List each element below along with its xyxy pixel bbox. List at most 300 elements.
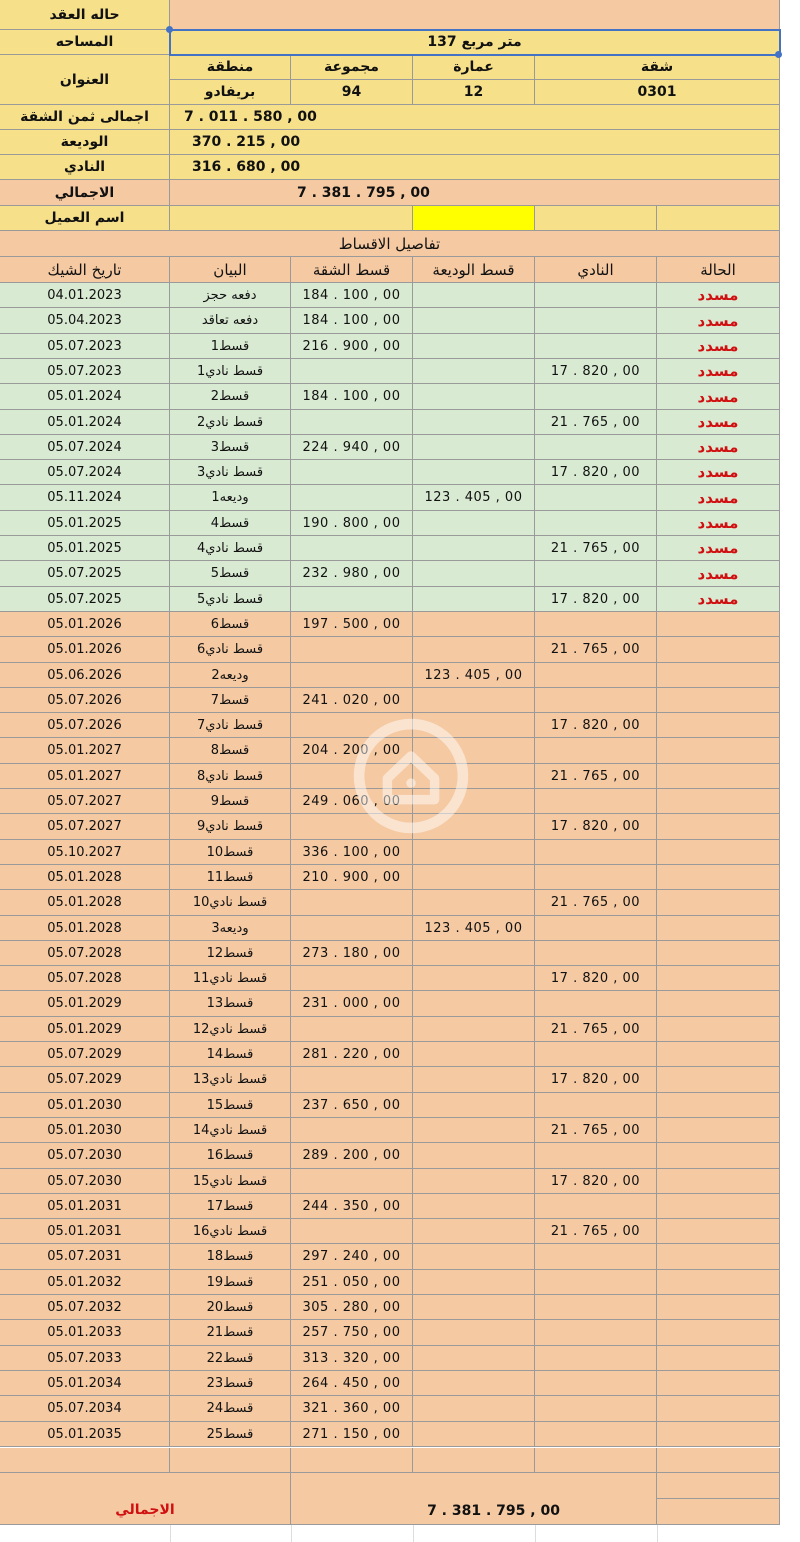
cell-club-installment[interactable] [535,1118,657,1143]
address-val-apartment[interactable]: 0301 [535,80,780,105]
cell-date[interactable] [0,511,170,536]
cell-description[interactable] [170,511,291,536]
cell-deposit-installment[interactable] [413,941,535,966]
cell-date[interactable] [0,1244,170,1270]
cell-club-installment[interactable] [535,1194,657,1219]
footer-total-label[interactable]: الاجمالي [0,1473,291,1525]
cell-club-installment[interactable] [535,1295,657,1320]
cell-description[interactable] [170,1295,291,1320]
cell-description[interactable] [170,840,291,865]
cell-description[interactable] [170,283,291,308]
address-col-apartment[interactable]: شقة [535,55,780,80]
club-label[interactable]: النادي [0,155,170,180]
cell-description[interactable] [170,1118,291,1143]
cell-deposit-installment[interactable] [413,308,535,334]
cell-description[interactable] [170,865,291,890]
cell-club-installment[interactable] [535,1143,657,1169]
address-val-group[interactable]: 94 [291,80,413,105]
cell-description[interactable] [170,1067,291,1093]
cell-club-installment[interactable] [535,283,657,308]
cell-date[interactable] [0,713,170,738]
cell-apartment-installment[interactable] [291,1295,413,1320]
cell-club-installment[interactable] [535,1169,657,1194]
cell-apartment-installment[interactable] [291,991,413,1017]
cell-deposit-installment[interactable] [413,384,535,410]
cell-date[interactable] [0,460,170,485]
cell-date[interactable] [0,941,170,966]
cell-date[interactable] [0,840,170,865]
cell-status[interactable] [657,511,780,536]
cell-status[interactable] [657,410,780,435]
cell-apartment-installment[interactable] [291,308,413,334]
cell-deposit-installment[interactable] [413,283,535,308]
cell-description[interactable] [170,435,291,460]
empty-row-cell[interactable] [535,1448,657,1473]
cell-apartment-installment[interactable] [291,410,413,435]
cell-deposit-installment[interactable] [413,1346,535,1371]
cell-date[interactable] [0,688,170,713]
cell-apartment-installment[interactable] [291,1017,413,1042]
cell-apartment-installment[interactable] [291,1169,413,1194]
cell-club-installment[interactable] [535,1270,657,1295]
cell-apartment-installment[interactable] [291,511,413,536]
cell-description[interactable] [170,587,291,612]
cell-apartment-installment[interactable] [291,1396,413,1422]
cell-description[interactable] [170,334,291,359]
cell-club-installment[interactable] [535,916,657,941]
cell-apartment-installment[interactable] [291,663,413,688]
cell-deposit-installment[interactable] [413,890,535,916]
apartment-total-label[interactable]: اجمالى ثمن الشقة [0,105,170,130]
cell-date[interactable] [0,1346,170,1371]
cell-apartment-installment[interactable] [291,1042,413,1067]
cell-date[interactable] [0,1396,170,1422]
cell-date[interactable] [0,1169,170,1194]
cell-deposit-installment[interactable] [413,865,535,890]
cell-status[interactable] [657,1371,780,1396]
cell-description[interactable] [170,916,291,941]
cell-club-installment[interactable] [535,637,657,663]
client-name-cell-1[interactable] [170,206,413,231]
cell-club-installment[interactable] [535,410,657,435]
footer-cell[interactable] [657,1473,780,1499]
selection-handle-top-left[interactable] [166,26,173,33]
cell-club-installment[interactable] [535,1219,657,1244]
cell-description[interactable] [170,1422,291,1447]
cell-club-installment[interactable] [535,536,657,561]
cell-date[interactable] [0,1017,170,1042]
cell-deposit-installment[interactable] [413,561,535,587]
cell-date[interactable] [0,536,170,561]
cell-apartment-installment[interactable] [291,435,413,460]
cell-description[interactable] [170,688,291,713]
cell-description[interactable] [170,308,291,334]
cell-date[interactable] [0,1422,170,1447]
cell-apartment-installment[interactable] [291,536,413,561]
cell-apartment-installment[interactable] [291,1118,413,1143]
cell-description[interactable] [170,663,291,688]
footer-total-value[interactable]: 7 . 381 . 795 , 00 [291,1473,657,1525]
cell-description[interactable] [170,612,291,637]
cell-status[interactable] [657,764,780,789]
cell-club-installment[interactable] [535,663,657,688]
address-val-building[interactable]: 12 [413,80,535,105]
cell-deposit-installment[interactable] [413,840,535,865]
cell-date[interactable] [0,991,170,1017]
cell-apartment-installment[interactable] [291,1422,413,1447]
cell-club-installment[interactable] [535,1371,657,1396]
col-header-club[interactable]: النادي [535,257,657,283]
cell-status[interactable] [657,1017,780,1042]
cell-club-installment[interactable] [535,612,657,637]
cell-apartment-installment[interactable] [291,1371,413,1396]
cell-deposit-installment[interactable] [413,460,535,485]
cell-status[interactable] [657,359,780,384]
cell-club-installment[interactable] [535,511,657,536]
col-header-deposit-installment[interactable]: قسط الوديعة [413,257,535,283]
cell-deposit-installment[interactable] [413,1042,535,1067]
empty-row-cell[interactable] [657,1448,780,1473]
cell-date[interactable] [0,612,170,637]
cell-date[interactable] [0,485,170,511]
cell-club-installment[interactable] [535,1396,657,1422]
cell-club-installment[interactable] [535,865,657,890]
cell-apartment-installment[interactable] [291,916,413,941]
cell-status[interactable] [657,713,780,738]
cell-status[interactable] [657,536,780,561]
cell-status[interactable] [657,1093,780,1118]
address-col-building[interactable]: عمارة [413,55,535,80]
cell-apartment-installment[interactable] [291,1067,413,1093]
cell-description[interactable] [170,1270,291,1295]
footer-cell[interactable] [657,1499,780,1525]
cell-apartment-installment[interactable] [291,688,413,713]
cell-description[interactable] [170,991,291,1017]
cell-club-installment[interactable] [535,941,657,966]
cell-club-installment[interactable] [535,789,657,814]
cell-date[interactable] [0,1194,170,1219]
cell-club-installment[interactable] [535,840,657,865]
address-val-region[interactable]: بريفادو [170,80,291,105]
cell-description[interactable] [170,384,291,410]
apartment-total-value[interactable]: 7 . 011 . 580 , 00 [170,105,780,130]
cell-deposit-installment[interactable] [413,1194,535,1219]
cell-date[interactable] [0,1143,170,1169]
cell-apartment-installment[interactable] [291,485,413,511]
cell-description[interactable] [170,410,291,435]
cell-status[interactable] [657,1396,780,1422]
address-col-group[interactable]: مجموعة [291,55,413,80]
installments-title[interactable]: تفاصيل الاقساط [0,231,780,257]
cell-date[interactable] [0,435,170,460]
cell-date[interactable] [0,814,170,840]
cell-status[interactable] [657,1118,780,1143]
cell-deposit-installment[interactable] [413,334,535,359]
cell-description[interactable] [170,1244,291,1270]
contract-status-label[interactable]: حاله العقد [0,0,170,30]
cell-status[interactable] [657,637,780,663]
cell-apartment-installment[interactable] [291,612,413,637]
cell-deposit-installment[interactable] [413,511,535,536]
cell-status[interactable] [657,991,780,1017]
cell-description[interactable] [170,1143,291,1169]
cell-date[interactable] [0,764,170,789]
cell-date[interactable] [0,1270,170,1295]
cell-description[interactable] [170,1042,291,1067]
cell-deposit-installment[interactable] [413,612,535,637]
cell-deposit-installment[interactable] [413,1422,535,1447]
cell-deposit-installment[interactable] [413,485,535,511]
cell-date[interactable] [0,966,170,991]
cell-apartment-installment[interactable] [291,865,413,890]
cell-club-installment[interactable] [535,1422,657,1447]
cell-description[interactable] [170,738,291,764]
cell-apartment-installment[interactable] [291,890,413,916]
cell-club-installment[interactable] [535,688,657,713]
cell-club-installment[interactable] [535,334,657,359]
cell-apartment-installment[interactable] [291,1143,413,1169]
cell-apartment-installment[interactable] [291,384,413,410]
cell-date[interactable] [0,890,170,916]
cell-description[interactable] [170,637,291,663]
cell-deposit-installment[interactable] [413,410,535,435]
cell-status[interactable] [657,1169,780,1194]
cell-club-installment[interactable] [535,359,657,384]
cell-date[interactable] [0,1042,170,1067]
cell-status[interactable] [657,308,780,334]
cell-description[interactable] [170,536,291,561]
cell-status[interactable] [657,1219,780,1244]
cell-deposit-installment[interactable] [413,1371,535,1396]
cell-club-installment[interactable] [535,485,657,511]
cell-date[interactable] [0,334,170,359]
cell-description[interactable] [170,1346,291,1371]
cell-date[interactable] [0,1320,170,1346]
cell-status[interactable] [657,384,780,410]
cell-apartment-installment[interactable] [291,359,413,384]
cell-club-installment[interactable] [535,460,657,485]
cell-date[interactable] [0,587,170,612]
cell-status[interactable] [657,1194,780,1219]
cell-apartment-installment[interactable] [291,840,413,865]
selection-handle-bottom-right[interactable] [775,51,782,58]
col-header-status[interactable]: الحالة [657,257,780,283]
club-value[interactable]: 316 . 680 , 00 [170,155,780,180]
cell-club-installment[interactable] [535,764,657,789]
cell-status[interactable] [657,1244,780,1270]
cell-description[interactable] [170,713,291,738]
cell-apartment-installment[interactable] [291,1219,413,1244]
cell-description[interactable] [170,941,291,966]
cell-status[interactable] [657,941,780,966]
empty-row-cell[interactable] [0,1448,170,1473]
cell-deposit-installment[interactable] [413,1017,535,1042]
cell-status[interactable] [657,916,780,941]
cell-apartment-installment[interactable] [291,637,413,663]
cell-status[interactable] [657,485,780,511]
cell-description[interactable] [170,561,291,587]
cell-date[interactable] [0,1371,170,1396]
cell-date[interactable] [0,637,170,663]
cell-club-installment[interactable] [535,738,657,764]
cell-status[interactable] [657,890,780,916]
contract-status-value-cell[interactable] [170,0,780,30]
cell-date[interactable] [0,561,170,587]
cell-date[interactable] [0,1118,170,1143]
cell-status[interactable] [657,435,780,460]
cell-club-installment[interactable] [535,561,657,587]
cell-description[interactable] [170,1093,291,1118]
cell-club-installment[interactable] [535,1346,657,1371]
cell-status[interactable] [657,334,780,359]
cell-status[interactable] [657,1143,780,1169]
client-name-cell-4[interactable] [657,206,780,231]
cell-deposit-installment[interactable] [413,1143,535,1169]
cell-apartment-installment[interactable] [291,1346,413,1371]
cell-deposit-installment[interactable] [413,916,535,941]
cell-apartment-installment[interactable] [291,1320,413,1346]
cell-status[interactable] [657,1042,780,1067]
cell-description[interactable] [170,789,291,814]
cell-date[interactable] [0,916,170,941]
col-header-apartment-installment[interactable]: قسط الشقة [291,257,413,283]
cell-apartment-installment[interactable] [291,966,413,991]
cell-club-installment[interactable] [535,1093,657,1118]
cell-date[interactable] [0,308,170,334]
cell-status[interactable] [657,283,780,308]
cell-description[interactable] [170,1219,291,1244]
area-value[interactable]: 137 متر مربع [170,30,780,55]
cell-description[interactable] [170,1396,291,1422]
col-header-description[interactable]: البيان [170,257,291,283]
cell-description[interactable] [170,764,291,789]
cell-date[interactable] [0,1219,170,1244]
cell-date[interactable] [0,865,170,890]
cell-description[interactable] [170,1194,291,1219]
cell-date[interactable] [0,738,170,764]
cell-status[interactable] [657,789,780,814]
cell-apartment-installment[interactable] [291,1093,413,1118]
cell-deposit-installment[interactable] [413,587,535,612]
cell-date[interactable] [0,410,170,435]
cell-description[interactable] [170,1320,291,1346]
cell-status[interactable] [657,612,780,637]
cell-deposit-installment[interactable] [413,1067,535,1093]
cell-status[interactable] [657,814,780,840]
client-name-highlight-cell[interactable] [413,206,535,231]
cell-status[interactable] [657,460,780,485]
cell-date[interactable] [0,1067,170,1093]
cell-status[interactable] [657,587,780,612]
cell-description[interactable] [170,485,291,511]
cell-apartment-installment[interactable] [291,283,413,308]
cell-status[interactable] [657,1422,780,1447]
empty-row-cell[interactable] [170,1448,291,1473]
cell-apartment-installment[interactable] [291,460,413,485]
cell-status[interactable] [657,840,780,865]
cell-description[interactable] [170,1169,291,1194]
cell-status[interactable] [657,1270,780,1295]
cell-status[interactable] [657,663,780,688]
cell-apartment-installment[interactable] [291,1270,413,1295]
cell-deposit-installment[interactable] [413,1320,535,1346]
cell-deposit-installment[interactable] [413,966,535,991]
cell-description[interactable] [170,460,291,485]
cell-club-installment[interactable] [535,587,657,612]
client-name-label[interactable]: اسم العميل [0,206,170,231]
cell-date[interactable] [0,359,170,384]
cell-deposit-installment[interactable] [413,663,535,688]
cell-status[interactable] [657,1295,780,1320]
cell-date[interactable] [0,663,170,688]
cell-description[interactable] [170,814,291,840]
cell-club-installment[interactable] [535,1320,657,1346]
cell-status[interactable] [657,966,780,991]
cell-club-installment[interactable] [535,384,657,410]
cell-status[interactable] [657,1320,780,1346]
cell-apartment-installment[interactable] [291,587,413,612]
cell-club-installment[interactable] [535,814,657,840]
cell-club-installment[interactable] [535,435,657,460]
cell-deposit-installment[interactable] [413,1219,535,1244]
cell-deposit-installment[interactable] [413,536,535,561]
cell-deposit-installment[interactable] [413,1093,535,1118]
cell-deposit-installment[interactable] [413,1169,535,1194]
empty-row-cell[interactable] [291,1448,413,1473]
cell-date[interactable] [0,1093,170,1118]
deposit-label[interactable]: الوديعة [0,130,170,155]
cell-status[interactable] [657,561,780,587]
cell-club-installment[interactable] [535,1244,657,1270]
cell-deposit-installment[interactable] [413,637,535,663]
cell-deposit-installment[interactable] [413,991,535,1017]
cell-description[interactable] [170,1371,291,1396]
cell-deposit-installment[interactable] [413,1270,535,1295]
cell-status[interactable] [657,1346,780,1371]
cell-club-installment[interactable] [535,991,657,1017]
cell-apartment-installment[interactable] [291,941,413,966]
cell-status[interactable] [657,738,780,764]
grand-total-label[interactable]: الاجمالي [0,180,170,206]
cell-club-installment[interactable] [535,890,657,916]
cell-club-installment[interactable] [535,1067,657,1093]
address-label[interactable]: العنوان [0,55,170,105]
cell-status[interactable] [657,1067,780,1093]
col-header-date[interactable]: تاريخ الشيك [0,257,170,283]
cell-club-installment[interactable] [535,966,657,991]
cell-apartment-installment[interactable] [291,334,413,359]
cell-deposit-installment[interactable] [413,435,535,460]
cell-apartment-installment[interactable] [291,1194,413,1219]
cell-deposit-installment[interactable] [413,1118,535,1143]
client-name-cell-3[interactable] [535,206,657,231]
cell-date[interactable] [0,1295,170,1320]
cell-description[interactable] [170,1017,291,1042]
cell-club-installment[interactable] [535,713,657,738]
cell-description[interactable] [170,966,291,991]
deposit-value[interactable]: 370 . 215 , 00 [170,130,780,155]
cell-apartment-installment[interactable] [291,561,413,587]
cell-date[interactable] [0,384,170,410]
cell-club-installment[interactable] [535,308,657,334]
cell-apartment-installment[interactable] [291,1244,413,1270]
cell-date[interactable] [0,283,170,308]
grand-total-value[interactable]: 7 . 381 . 795 , 00 [170,180,780,206]
cell-deposit-installment[interactable] [413,1396,535,1422]
cell-deposit-installment[interactable] [413,1295,535,1320]
empty-row-cell[interactable] [413,1448,535,1473]
cell-deposit-installment[interactable] [413,1244,535,1270]
